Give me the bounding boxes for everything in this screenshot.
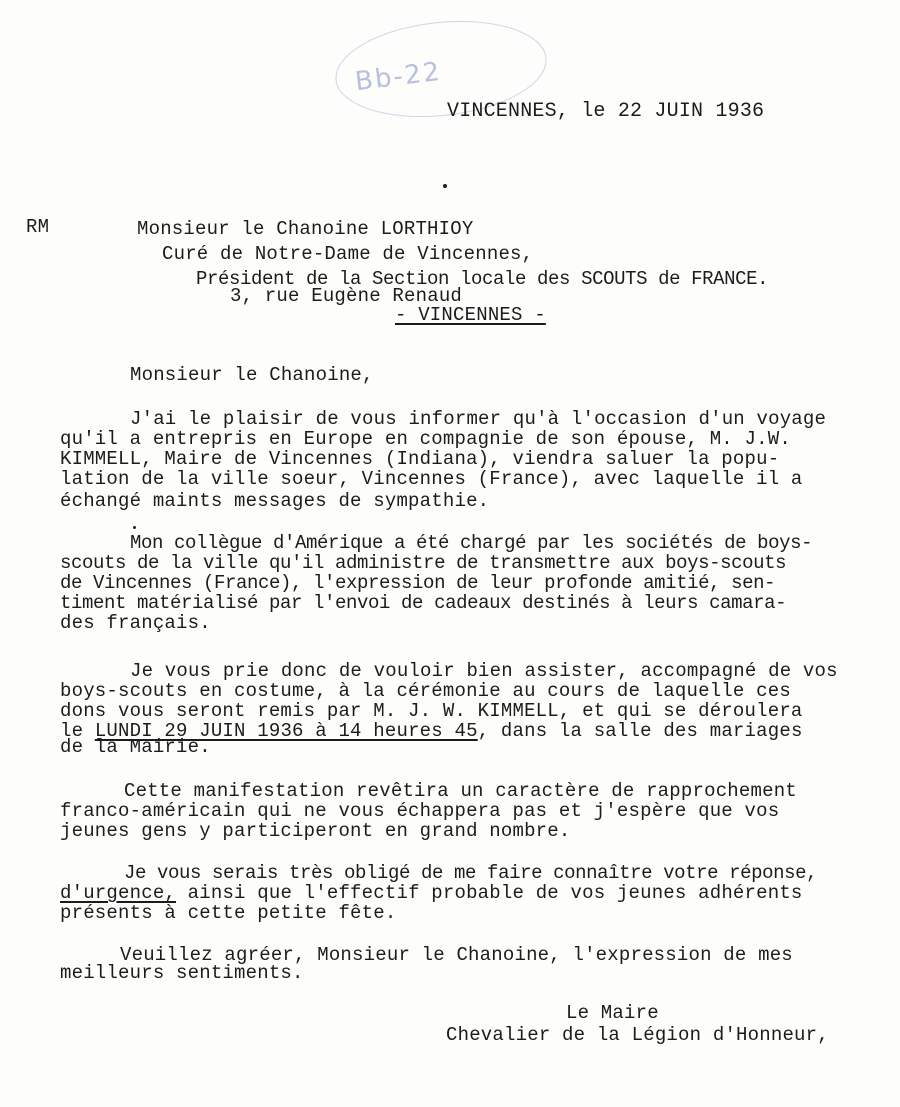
paragraph-line: KIMMELL, Maire de Vincennes (Indiana), viendra saluer la popu- <box>60 448 780 470</box>
paragraph-line: échangé maints messages de sympathie. <box>60 490 490 512</box>
paragraph-line: Je vous serais très obligé de me faire connaître votre réponse, <box>124 862 818 884</box>
paragraph-line: des français. <box>60 612 211 634</box>
urgency-line <box>60 882 803 904</box>
paragraph-line: J'ai le plaisir de vous informer qu'à l'occasion d'un voyage <box>130 408 827 430</box>
line-suffix: , dans la salle des mariages <box>477 720 803 742</box>
closing-line: Veuillez agréer, Monsieur le Chanoine, l'expression de mes <box>120 944 793 966</box>
line-suffix: ainsi que l'effectif probable de vos jeunes adhérents <box>176 882 803 904</box>
paragraph-line: boys-scouts en costume, à la cérémonie au cours de laquelle ces <box>60 680 791 702</box>
closing-line: meilleurs sentiments. <box>60 962 304 984</box>
urgency-note: d'urgence, <box>60 882 177 904</box>
reference-initials: RM <box>26 216 50 238</box>
ink-dot <box>133 526 136 529</box>
archive-stamp-text: Bb-22 <box>353 56 444 98</box>
line-prefix: le <box>60 720 95 742</box>
paragraph-line: jeunes gens y participeront en grand nombre. <box>60 820 571 842</box>
address-city-text: - VINCENNES - <box>395 304 546 326</box>
ceremony-date: LUNDI 29 JUIN 1936 à 14 heures 45 <box>94 720 478 742</box>
paragraph-line: Mon collègue d'Amérique a été chargé par les sociétés de boys- <box>130 532 813 554</box>
signature-honor: Chevalier de la Légion d'Honneur, <box>446 1024 829 1046</box>
address-line-4: 3, rue Eugène Renaud <box>230 285 463 307</box>
address-line-3: Président de la Section locale des SCOUTS de FRANCE. <box>196 268 769 290</box>
place-date: VINCENNES, le 22 JUIN 1936 <box>447 100 765 123</box>
address-city <box>395 304 546 326</box>
paragraph-line: scouts de la ville qu'il administre de transmettre aux boys-scouts <box>60 552 787 574</box>
paragraph-line: présents à cette petite fête. <box>60 902 397 924</box>
ink-dot <box>443 184 447 188</box>
address-line-1: Monsieur le Chanoine LORTHIOY <box>137 218 474 240</box>
signature-title: Le Maire <box>566 1002 659 1024</box>
paragraph-line: de Vincennes (France), l'expression de leur profonde amitié, sen- <box>60 572 776 594</box>
paragraph-line: timent matérialisé par l'envoi de cadeaux destinés à leurs camara- <box>60 592 787 614</box>
paragraph-line: Je vous prie donc de vouloir bien assister, accompagné de vos <box>130 660 838 682</box>
paragraph-line: Cette manifestation revêtira un caractère de rapprochement <box>124 780 797 802</box>
paragraph-line: qu'il a entrepris en Europe en compagnie de son épouse, M. J.W. <box>60 428 791 450</box>
paragraph-line: dons vous seront remis par M. J. W. KIMMELL, et qui se déroulera <box>60 700 803 722</box>
paragraph-line: de la Mairie. <box>60 736 211 758</box>
salutation: Monsieur le Chanoine, <box>130 364 374 386</box>
paragraph-line: franco-américain qui ne vous échappera pas et j'espère que vos <box>60 800 780 822</box>
paragraph-line: lation de la ville soeur, Vincennes (France), avec laquelle il a <box>60 468 803 490</box>
address-line-2: Curé de Notre-Dame de Vincennes, <box>162 243 534 265</box>
